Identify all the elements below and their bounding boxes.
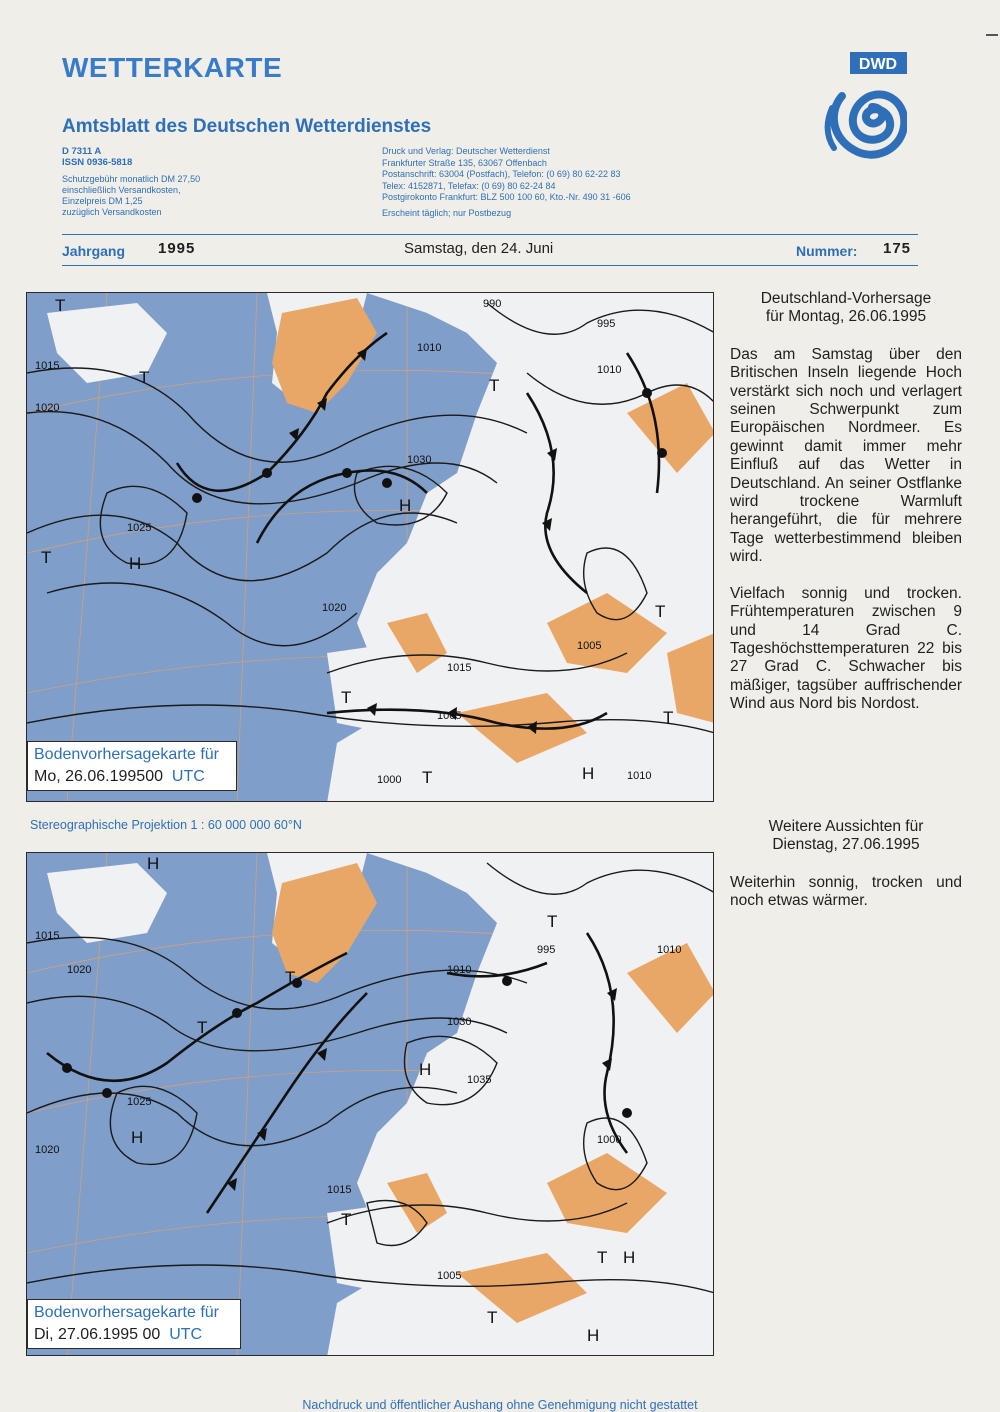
isobar-label: 1020: [35, 402, 60, 414]
publisher-line: Postgirokonto Frankfurt: BLZ 500 100 60, Kto.-Nr. 490 31 -606: [382, 192, 631, 202]
high-pressure-center: H: [582, 764, 595, 783]
isobar-label: 1010: [447, 964, 472, 976]
isobar-label: 1015: [447, 662, 472, 674]
isobar-label: 1020: [35, 1144, 60, 1156]
edge-mark: [986, 34, 998, 36]
high-pressure-center: H: [399, 496, 412, 515]
fee-line: zuzüglich Versandkosten: [62, 207, 162, 217]
low-pressure-center: T: [597, 1248, 608, 1267]
frequency-note: Erscheint täglich; nur Postbezug: [382, 207, 512, 218]
isobar-label: 1010: [597, 364, 622, 376]
isobar-label: 1000: [597, 1134, 622, 1146]
year-value: 1995: [158, 240, 196, 257]
map-caption-title: Bodenvorhersagekarte für: [34, 746, 219, 763]
isobar-label: 1030: [407, 454, 432, 466]
year-label: Jahrgang: [62, 243, 126, 259]
low-pressure-center: T: [197, 1018, 208, 1037]
publication-title: WETTERKARTE: [62, 52, 283, 83]
outlook-text-column: [730, 818, 962, 911]
fee-line: einschließlich Versandkosten,: [62, 185, 181, 195]
high-pressure-center: H: [419, 1060, 432, 1079]
isobar-label: 1025: [127, 522, 152, 534]
isobar-label: 1015: [35, 930, 60, 942]
outlook-heading: Weitere Aussichten für: [768, 818, 924, 835]
isobar-label: 1030: [447, 1016, 472, 1028]
low-pressure-center: T: [422, 768, 433, 787]
isobar-label: 1015: [35, 360, 60, 372]
number-value: 175: [883, 240, 912, 257]
caption-hour: 00: [142, 1326, 161, 1343]
forecast-text-column: [730, 290, 962, 714]
low-pressure-center: T: [285, 968, 296, 987]
low-pressure-center: T: [489, 376, 500, 395]
header-rule-bottom: [62, 265, 918, 266]
publisher-info: [382, 146, 702, 219]
outlook-paragraph: Weiterhin sonnig, trocken und noch etwas wärmer.: [730, 873, 962, 910]
high-pressure-center: H: [623, 1248, 636, 1267]
forecast-heading: Deutschland-Vorhersage: [760, 290, 932, 307]
isobar-label: 1010: [417, 342, 442, 354]
isobar-label: 1010: [657, 944, 682, 956]
map-canvas: [27, 853, 714, 1356]
isobar-label: 1035: [467, 1074, 492, 1086]
logo-text: DWD: [858, 56, 898, 73]
low-pressure-center: T: [547, 912, 558, 931]
map-canvas: [27, 293, 714, 802]
isobar-label: 990: [483, 298, 502, 310]
low-pressure-center: T: [341, 688, 352, 707]
issue-row: [62, 240, 918, 262]
low-pressure-center: T: [663, 708, 674, 727]
fee-line: Schutzgebühr monatlich DM 27,50: [62, 174, 201, 184]
forecast-map-monday: [26, 292, 714, 802]
header-rule-top: [62, 234, 918, 235]
issue-date: Samstag, den 24. Juni: [404, 240, 554, 257]
subscription-info: [62, 146, 262, 218]
low-pressure-center: T: [41, 548, 52, 567]
isobar-label: 995: [597, 318, 616, 330]
publisher-line: Frankfurter Straße 135, 63067 Offenbach: [382, 157, 547, 168]
isobar-label: 1005: [437, 710, 462, 722]
forecast-paragraph-synoptic: Das am Samstag über den Britischen Inseln liegende Hoch verstärkt sich noch und verlagert seinen Schwerpunkt zum Europäischen Nordmeer. Es gewinnt damit immer mehr Einfluß auf das Wetter in Deutschland. An seiner Ostflanke wird trockene Warmluft herangeführt, die für mehrere Tage wetterbestimmend bleiben wird.: [730, 345, 962, 566]
outlook-heading-date: Dienstag, 27.06.1995: [772, 836, 920, 854]
issn: ISSN 0936-5818: [62, 157, 133, 168]
isobar-label: 1015: [327, 1184, 352, 1196]
projection-note: Stereographische Projektion 1 : 60 000 000 60°N: [30, 818, 302, 832]
caption-date: Di, 27.06.1995: [34, 1326, 139, 1343]
forecast-paragraph-weather: Vielfach sonnig und trocken. Frühtemperaturen zwischen 9 und 14 Grad C. Tageshöchsttemperaturen 22 bis 27 Grad C. Schwacher bis mäßiger, tagsüber auffrischender Wind aus Nord bis Nordost.: [730, 584, 962, 713]
publisher-line: Druck und Verlag: Deutscher Wetterdienst: [382, 146, 550, 156]
isobar-label: 995: [537, 944, 556, 956]
caption-utc: UTC: [169, 1326, 203, 1343]
postal-code: D 7311 A: [62, 146, 102, 157]
map-caption: [27, 1299, 241, 1349]
number-label: Nummer:: [796, 243, 858, 259]
masthead-header: [62, 40, 922, 270]
copyright-footer: Nachdruck und öffentlicher Aushang ohne Genehmigung nicht gestattet: [302, 1398, 698, 1412]
low-pressure-center: T: [139, 368, 150, 387]
isobar-label: 1025: [127, 1096, 152, 1108]
forecast-map-tuesday: [26, 852, 714, 1356]
fee-line: Einzelpreis DM 1,25: [62, 196, 143, 206]
low-pressure-center: T: [55, 296, 66, 315]
isobar-label: 1005: [577, 640, 602, 652]
high-pressure-center: H: [131, 1128, 144, 1147]
high-pressure-center: H: [147, 854, 160, 873]
dwd-logo: [812, 52, 907, 177]
caption-utc: UTC: [171, 768, 205, 785]
high-pressure-center: H: [129, 554, 142, 573]
caption-hour: 00: [145, 768, 163, 785]
publisher-line: Postanschrift: 63004 (Postfach), Telefon: (0 69) 80 62-22 83: [382, 169, 621, 179]
caption-date: Mo, 26.06.1995: [34, 768, 146, 785]
isobar-label: 1020: [67, 964, 92, 976]
isobar-label: 1020: [322, 602, 347, 614]
publication-subtitle: Amtsblatt des Deutschen Wetterdienstes: [62, 116, 432, 137]
map-caption-date: [34, 1326, 234, 1344]
isobar-label: 1005: [437, 1270, 462, 1282]
map-caption-title: Bodenvorhersagekarte für: [34, 1304, 219, 1321]
low-pressure-center: T: [487, 1308, 498, 1327]
isobar-label: 1010: [627, 770, 652, 782]
publisher-line: Telex: 4152871, Telefax: (0 69) 80 62-24 84: [382, 180, 556, 191]
map-caption-date: [34, 768, 230, 786]
low-pressure-center: T: [655, 602, 666, 621]
isobar-label: 1000: [377, 774, 402, 786]
forecast-heading-date: für Montag, 26.06.1995: [765, 308, 927, 326]
map-caption: [27, 741, 237, 791]
high-pressure-center: H: [587, 1326, 600, 1345]
low-pressure-center: T: [341, 1210, 352, 1229]
